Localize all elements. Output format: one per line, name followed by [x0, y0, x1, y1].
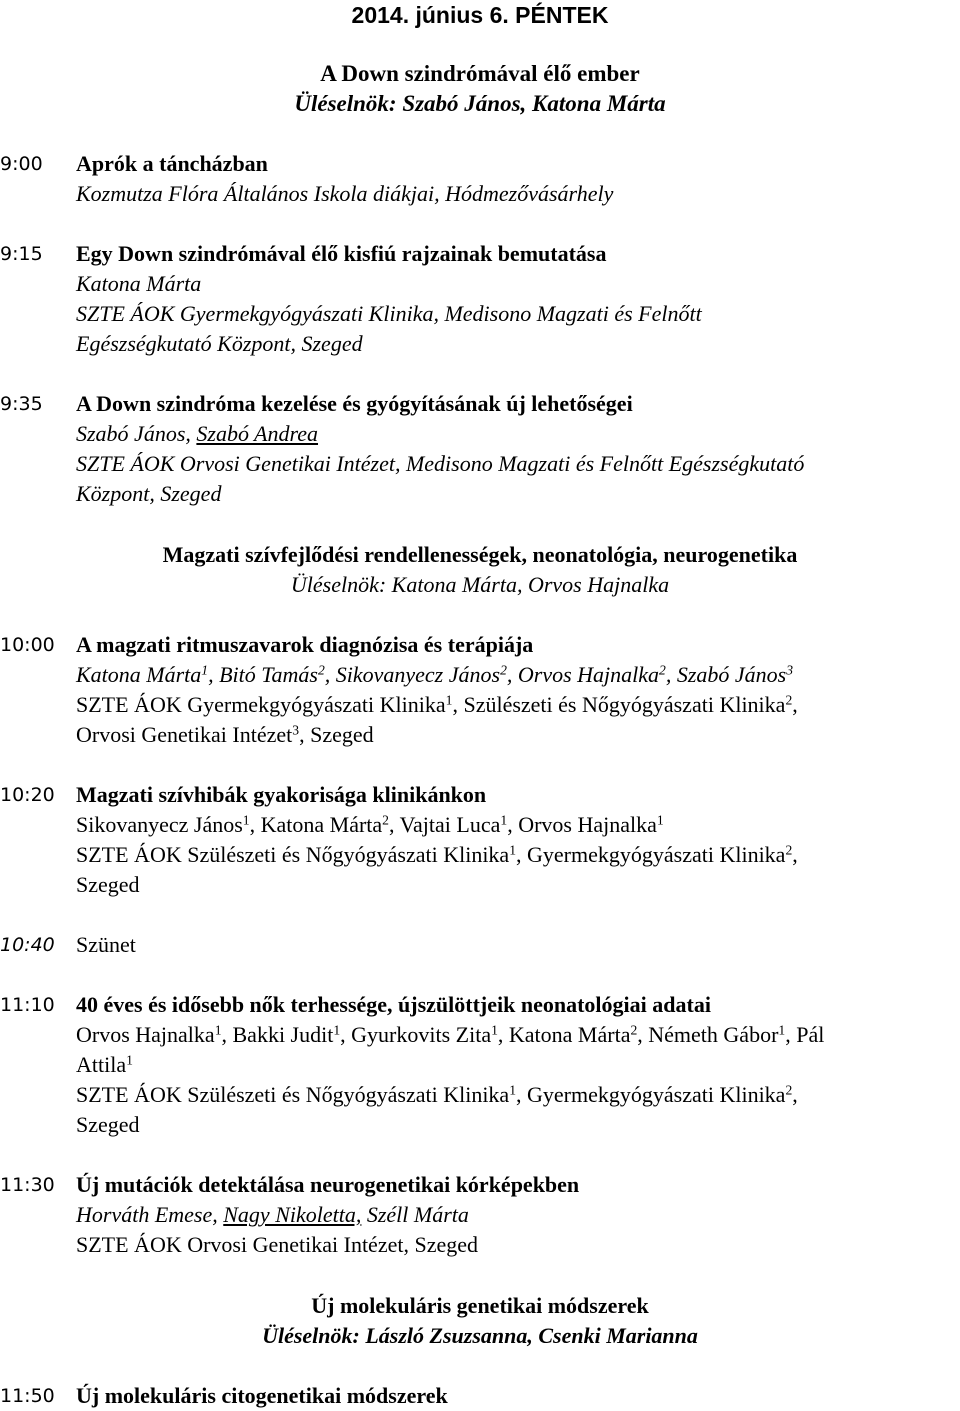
- affiliation: , Gyermekgyógyászati Klinika: [516, 842, 786, 867]
- affiliation-marker: 1: [491, 1022, 498, 1038]
- affiliation: , Szülészeti és Nőgyógyászati Klinika: [452, 692, 786, 717]
- author: , Szabó János: [665, 662, 787, 687]
- talk-title: Egy Down szindrómával élő kisfiú rajzainak bemutatása: [76, 241, 607, 266]
- author: , Bitó Tamás: [208, 662, 318, 687]
- separator: ,: [792, 842, 798, 867]
- talk-affiliation: SZTE ÁOK Orvosi Genetikai Intézet, Szeged: [76, 1232, 478, 1257]
- talk-title: Új molekuláris citogenetikai módszerek: [76, 1383, 448, 1408]
- author: , Orvos Hajnalka: [506, 662, 660, 687]
- author: , Katona Márta: [249, 812, 383, 837]
- talk-affiliation: SZTE ÁOK Orvosi Genetikai Intézet, Medisono Magzati és Felnőtt Egészségkutató: [76, 451, 805, 476]
- break-label: Szünet: [76, 932, 136, 957]
- talk-affiliation: Központ, Szeged: [76, 481, 222, 506]
- affiliation-marker: 1: [445, 692, 453, 708]
- author: , Gyurkovits Zita: [340, 1022, 492, 1047]
- author: Horváth Emese,: [76, 1202, 224, 1227]
- author: , Orvos Hajnalka: [507, 812, 657, 837]
- talk-authors: [76, 810, 664, 840]
- talk-affiliation: [76, 840, 798, 870]
- affiliation-marker: 2: [317, 662, 325, 678]
- talk-affiliation: SZTE ÁOK Gyermekgyógyászati Klinika, Medisono Magzati és Felnőtt: [76, 301, 702, 326]
- talk-authors: [76, 1050, 133, 1080]
- author: , Sikovanyecz János: [324, 662, 501, 687]
- talk-time: 9:35: [0, 393, 43, 415]
- page-date-heading: 2014. június 6. PÉNTEK: [351, 2, 609, 28]
- affiliation-marker: 1: [500, 812, 508, 828]
- author: , Katona Márta: [497, 1022, 631, 1047]
- session-chairs: Üléselnök: Katona Márta, Orvos Hajnalka: [290, 572, 670, 597]
- talk-title: A Down szindróma kezelése és gyógyításának új lehetőségei: [76, 391, 633, 416]
- talk-title: 40 éves és idősebb nők terhessége, újszülöttjeik neonatológiai adatai: [76, 992, 711, 1017]
- talk-title: Aprók a táncházban: [76, 151, 268, 176]
- author: , Németh Gábor: [637, 1022, 779, 1047]
- affiliation-marker: 1: [656, 812, 664, 828]
- author: Orvos Hajnalka: [76, 1022, 215, 1047]
- author: Szabó János,: [76, 421, 197, 446]
- talk-title: Új mutációk detektálása neurogenetikai kórképekben: [76, 1172, 580, 1197]
- talk-authors: [76, 1020, 824, 1050]
- affiliation-marker: 2: [785, 692, 793, 708]
- presenting-author: Nagy Nikoletta,: [223, 1202, 362, 1227]
- affiliation-marker: 2: [785, 842, 793, 858]
- talk-authors: [76, 660, 793, 690]
- session-title: A Down szindrómával élő ember: [320, 61, 640, 86]
- session-chairs: Üléselnök: Szabó János, Katona Márta: [294, 91, 666, 116]
- talk-authors: Katona Márta: [76, 271, 202, 296]
- talk-authors: [76, 419, 318, 449]
- affiliation: SZTE ÁOK Szülészeti és Nőgyógyászati Klinika: [76, 842, 510, 867]
- talk-time: 10:00: [0, 634, 55, 656]
- talk-time: 11:50: [0, 1385, 55, 1407]
- affiliation-marker: 2: [630, 1022, 638, 1038]
- talk-time: 9:00: [0, 153, 43, 175]
- author: Sikovanyecz János: [76, 812, 243, 837]
- presenting-author: Szabó Andrea: [196, 421, 319, 446]
- affiliation: , Gyermekgyógyászati Klinika: [516, 1082, 786, 1107]
- session-title: Új molekuláris genetikai módszerek: [311, 1293, 649, 1318]
- talk-authors: Kozmutza Flóra Általános Iskola diákjai, Hódmezővásárhely: [76, 181, 614, 206]
- affiliation: Orvosi Genetikai Intézet: [76, 722, 293, 747]
- talk-affiliation: Szeged: [76, 872, 140, 897]
- separator: ,: [792, 1082, 798, 1107]
- affiliation-marker: 1: [509, 842, 517, 858]
- affiliation-marker: 2: [659, 662, 666, 678]
- affiliation-marker: 3: [786, 662, 794, 678]
- talk-affiliation: [76, 690, 798, 720]
- author: Attila: [76, 1052, 127, 1077]
- affiliation-marker: 2: [382, 812, 389, 828]
- talk-title: Magzati szívhibák gyakorisága klinikánkon: [76, 782, 487, 807]
- author: , Bakki Judit: [221, 1022, 334, 1047]
- talk-affiliation: [76, 1080, 798, 1110]
- affiliation-marker: 1: [126, 1052, 133, 1068]
- author: , Vajtai Luca: [388, 812, 501, 837]
- affiliation: SZTE ÁOK Gyermekgyógyászati Klinika: [76, 692, 446, 717]
- talk-affiliation: [76, 720, 374, 750]
- separator: ,: [792, 692, 798, 717]
- author: , Pál: [785, 1022, 825, 1047]
- affiliation-marker: 1: [778, 1022, 786, 1038]
- author: Katona Márta: [76, 662, 202, 687]
- affiliation: SZTE ÁOK Szülészeti és Nőgyógyászati Klinika: [76, 1082, 510, 1107]
- talk-time: 11:30: [0, 1174, 55, 1196]
- talk-time: 9:15: [0, 243, 43, 265]
- talk-affiliation: Szeged: [76, 1112, 140, 1137]
- affiliation-marker: 1: [509, 1082, 517, 1098]
- talk-time: 11:10: [0, 994, 55, 1016]
- affiliation-marker: 1: [201, 662, 209, 678]
- affiliation-city: , Szeged: [299, 722, 374, 747]
- author: Széll Márta: [361, 1202, 469, 1227]
- affiliation-marker: 3: [292, 722, 300, 738]
- affiliation-marker: 1: [242, 812, 250, 828]
- talk-affiliation: Egészségkutató Központ, Szeged: [76, 331, 363, 356]
- session-title: Magzati szívfejlődési rendellenességek, neonatológia, neurogenetika: [162, 542, 798, 567]
- talk-time: 10:20: [0, 784, 55, 806]
- talk-title: A magzati ritmuszavarok diagnózisa és terápiája: [76, 632, 534, 657]
- session-chairs: Üléselnök: László Zsuzsanna, Csenki Marianna: [262, 1323, 698, 1348]
- affiliation-marker: 2: [785, 1082, 793, 1098]
- affiliation-marker: 2: [500, 662, 507, 678]
- affiliation-marker: 1: [214, 1022, 222, 1038]
- talk-authors: [76, 1200, 469, 1230]
- break-time: 10:40: [0, 934, 55, 956]
- affiliation-marker: 1: [333, 1022, 341, 1038]
